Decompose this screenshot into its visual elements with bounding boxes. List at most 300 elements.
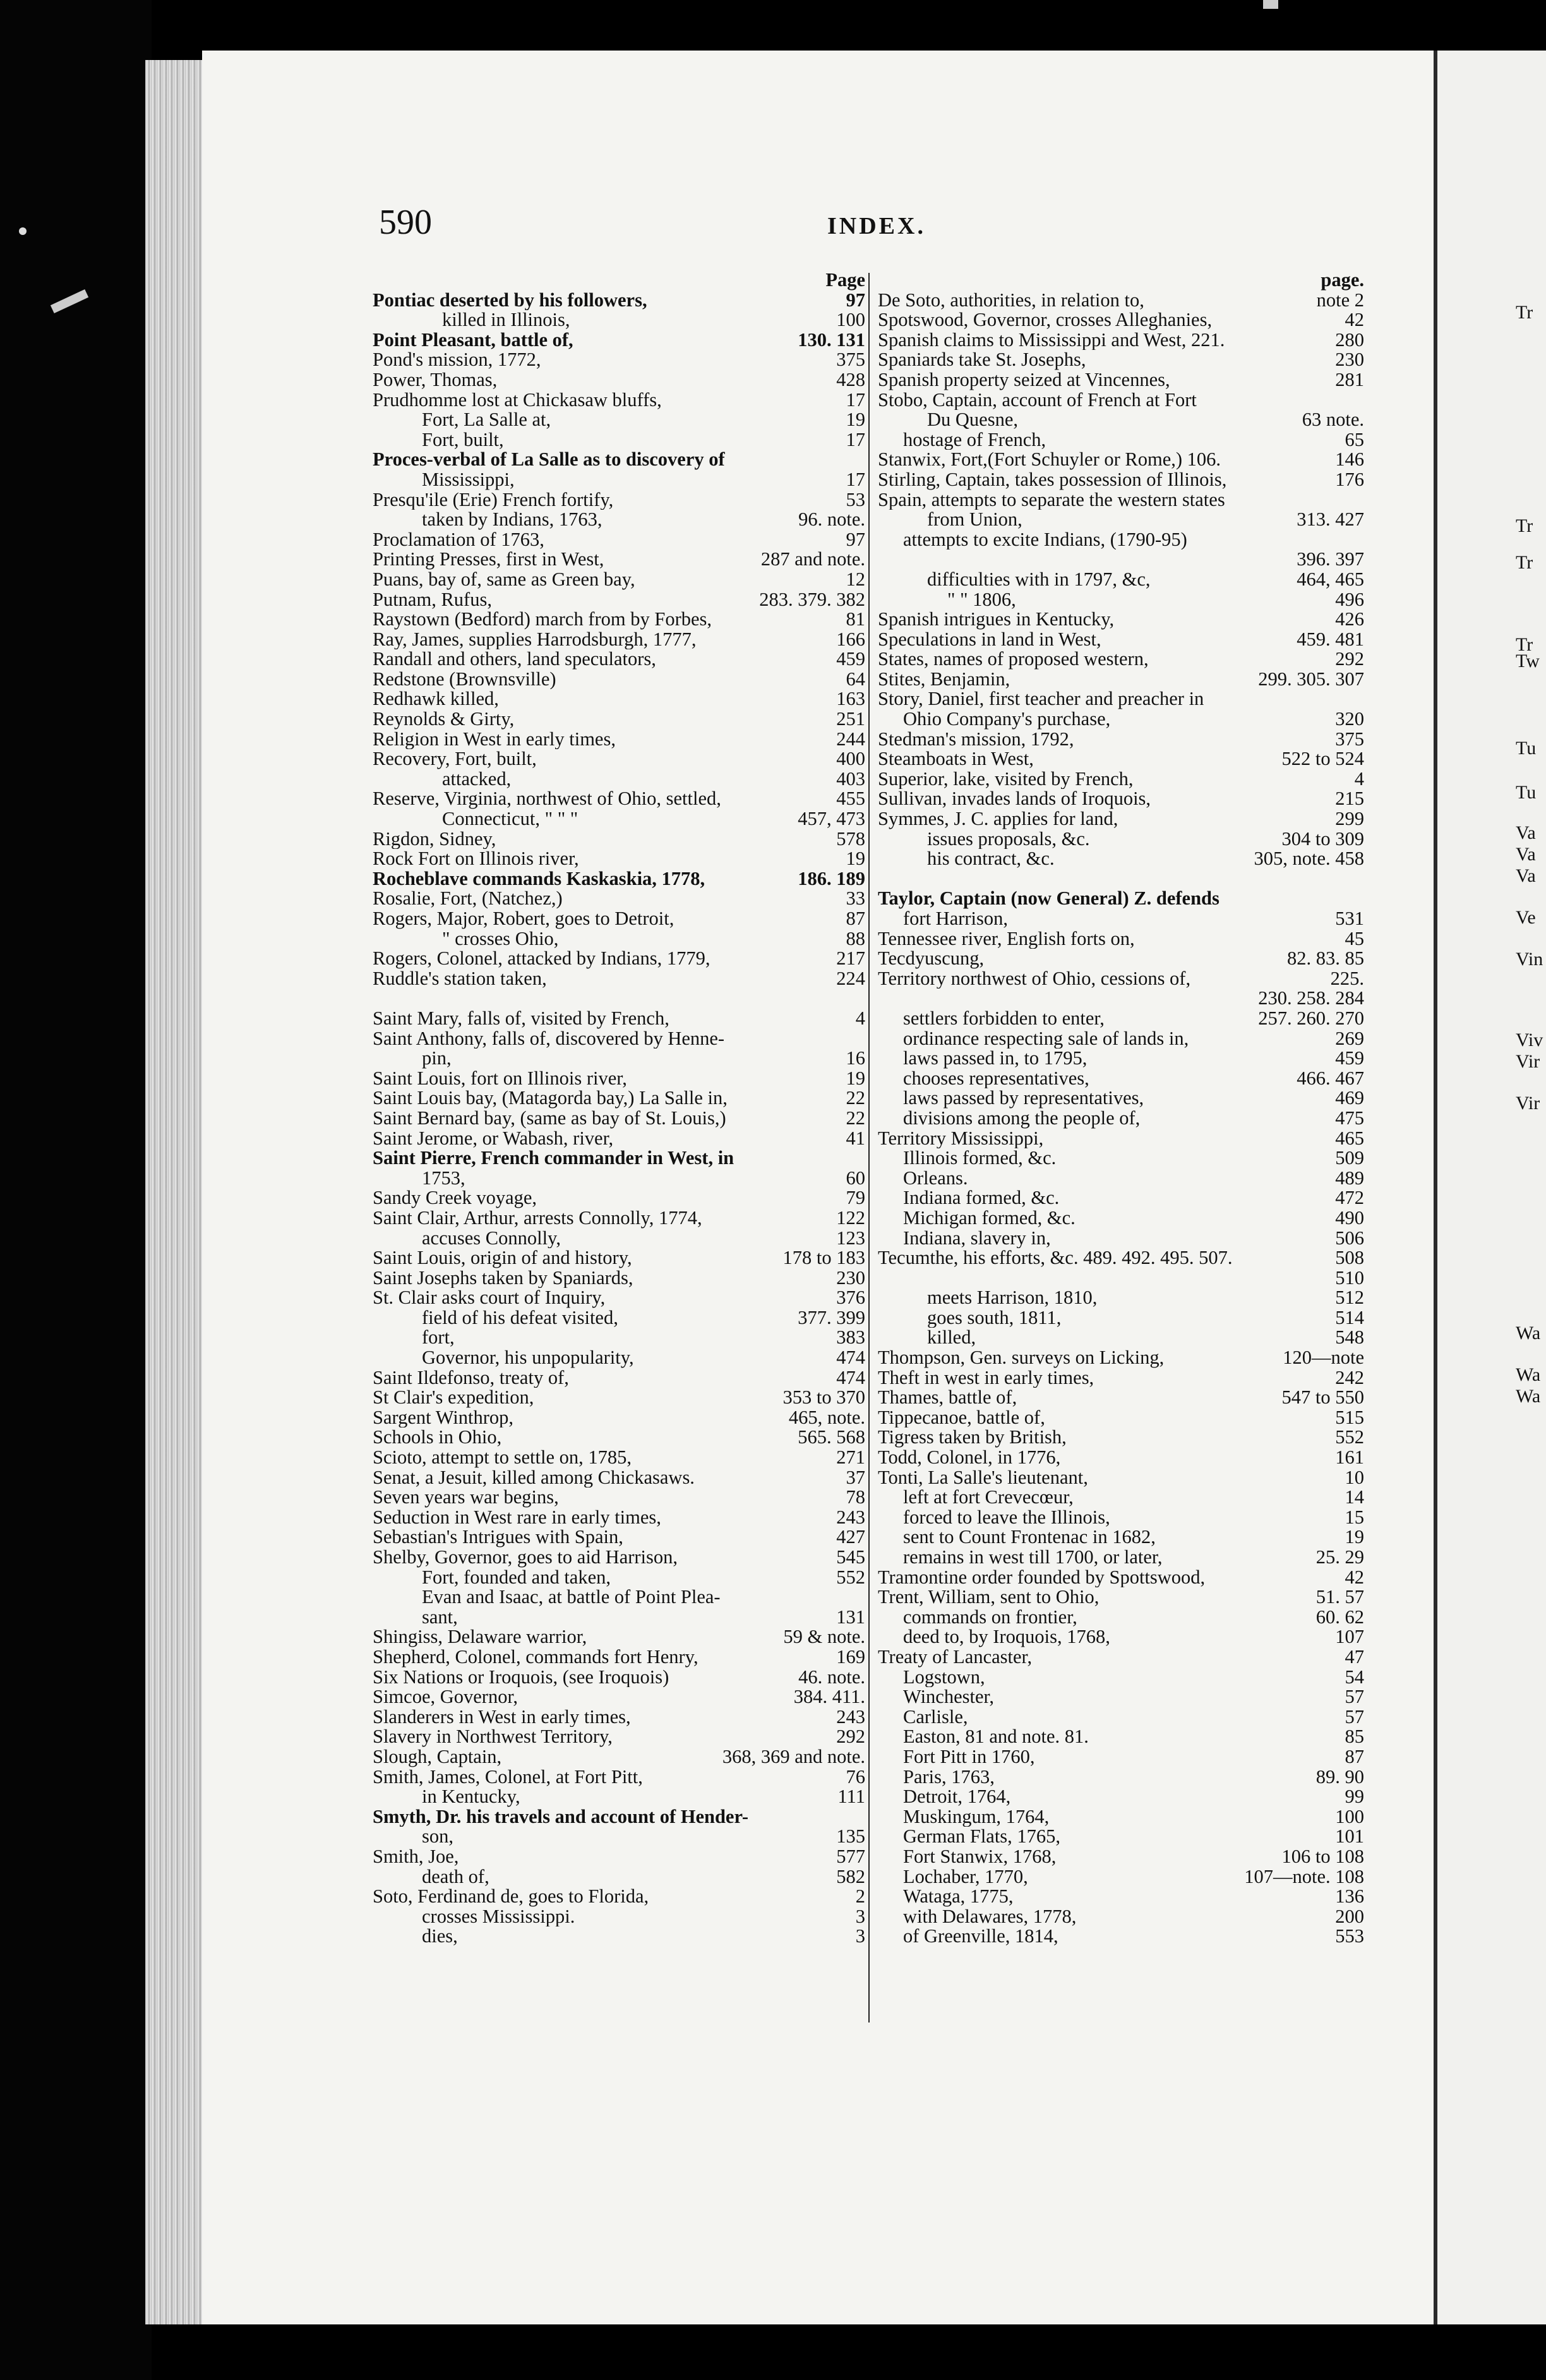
index-entry-text: Pond's mission, 1772, [373,350,541,370]
index-entry-text: Slough, Captain, [373,1746,502,1767]
index-entry-text: Connecticut, " " " [442,809,578,829]
index-entry-pages: 509 [1335,1148,1364,1169]
index-entry-text: Orleans. [903,1168,968,1189]
index-entry [878,470,1364,490]
index-entry-pages: 464, 465 [1297,569,1364,590]
index-entry [878,1707,1364,1728]
index-entry-text: Pontiac deserted by his followers, [373,290,647,311]
index-entry-text: Spain, attempts to separate the western states [878,490,1225,510]
index-entry-pages: 82. 83. 85 [1287,949,1364,969]
index-entry-text: Governor, his unpopularity, [422,1348,634,1368]
index-entry [373,570,865,590]
index-entry [878,1009,1364,1029]
index-entry [878,1448,1364,1468]
index-entry-pages: 428 [836,370,865,390]
facing-page-fragment: Va [1516,822,1536,843]
index-entry-text: Reynolds & Girty, [373,709,515,730]
index-entry [373,1229,865,1249]
index-entry-text: goes south, 1811, [927,1307,1062,1328]
index-entry [373,1148,865,1169]
index-entry [373,769,865,790]
index-entry-pages: 426 [1335,610,1364,630]
index-entry [373,1448,865,1468]
index-entry-pages: 251 [836,709,865,730]
index-entry-pages: 88 [846,929,865,949]
index-entry [878,1887,1364,1907]
index-entry-pages: 230. 258. 284 [1258,989,1364,1009]
index-entry-pages: 186. 189 [798,868,865,889]
index-entry-text: taken by Indians, 1763, [422,510,602,530]
index-entry-text: Printing Presses, first in West, [373,550,604,570]
index-entry-text: Rogers, Colonel, attacked by Indians, 1779, [373,949,710,969]
index-entry-pages: 427 [836,1527,865,1548]
column-divider [868,273,870,2022]
index-entry [878,1069,1364,1089]
index-entry-text: Spanish intrigues in Kentucky, [878,610,1115,630]
index-entry-pages: 99 [1345,1787,1364,1807]
index-entry-text: Rigdon, Sidney, [373,829,496,850]
index-entry-pages: 506 [1335,1228,1364,1249]
index-entry-pages: 12 [846,569,865,590]
scan-dust-mark [19,227,27,235]
index-entry-pages: 578 [836,829,865,850]
facing-page-fragment: Tr [1516,634,1533,655]
index-entry-pages: 377. 399 [798,1307,865,1328]
index-entry [373,450,865,470]
index-entry-text: Rocheblave commands Kaskaskia, 1778, [373,868,705,889]
index-entry-text: laws passed by representatives, [903,1088,1144,1109]
index-entry-text: Muskingum, 1764, [903,1806,1050,1827]
index-entry [878,430,1364,450]
index-entry [373,929,865,949]
index-entry [373,1827,865,1847]
facing-page-edge [1434,51,1546,2324]
index-entry-text: meets Harrison, 1810, [927,1288,1098,1308]
index-entry-pages: 490 [1335,1208,1364,1229]
facing-page-fragment: Tu [1516,738,1537,759]
index-entry [373,1328,865,1348]
facing-page-fragment: Va [1516,865,1536,886]
index-entry-pages: 135 [836,1827,865,1847]
index-entry-text: killed, [927,1328,976,1349]
index-entry-pages: 123 [836,1228,865,1249]
index-entry-pages: 19 [846,410,865,430]
index-entry [878,769,1364,790]
page-number: 590 [379,203,432,242]
index-entry [878,370,1364,390]
index-entry-text: Paris, 1763, [903,1767,995,1788]
index-entry-text: Raystown (Bedford) march from by Forbes, [373,610,712,630]
index-entry [373,670,865,690]
index-entry [373,1627,865,1647]
index-entry-text: Shepherd, Colonel, commands fort Henry, [373,1647,698,1668]
index-entry [878,1088,1364,1109]
index-entry-text: fort, [422,1328,455,1349]
index-entry-pages: 305, note. 458 [1254,849,1364,869]
index-entry [373,1707,865,1728]
index-entry-pages: 131 [836,1607,865,1628]
index-entry-text: Winchester, [903,1687,995,1707]
index-entry-pages: 47 [1345,1647,1364,1668]
index-entry-text: Lochaber, 1770, [903,1866,1028,1887]
index-entry-pages: 51. 57 [1315,1587,1364,1608]
index-entry-text: Saint Louis bay, (Matagorda bay,) La Salle in, [373,1088,728,1109]
index-entry-pages: 459 [1335,1049,1364,1069]
index-entry [878,1807,1364,1827]
index-entry-pages: 42 [1345,310,1364,330]
index-entry-pages: 37 [846,1467,865,1488]
index-entry [878,1308,1364,1328]
index-entry-pages: note 2 [1316,290,1364,311]
index-entry-pages: 299 [1335,809,1364,829]
index-entry-pages: 457, 473 [798,809,865,829]
index-entry-pages: 400 [836,749,865,769]
index-entry-text: Presqu'ile (Erie) French fortify, [373,490,614,510]
index-entry [878,1328,1364,1348]
index-entry [373,370,865,390]
index-entry [373,709,865,730]
index-entry [878,1548,1364,1568]
index-entry [878,1568,1364,1588]
index-entry-text: field of his defeat visited, [422,1307,618,1328]
index-entry-pages: 215 [1335,789,1364,810]
index-entry-text: Taylor, Captain (now General) Z. defends [878,889,1219,909]
index-entry-text: Saint Mary, falls of, visited by French, [373,1008,669,1029]
index-entry-pages: 281 [1335,370,1364,390]
index-entry-pages: 87 [1345,1746,1364,1767]
index-entry [373,1587,865,1608]
index-entry [373,590,865,610]
index-entry [373,310,865,330]
index-entry-pages: 57 [1345,1687,1364,1707]
index-entry-pages: 81 [846,610,865,630]
index-entry [373,1647,865,1668]
index-entry-pages: 100 [1335,1806,1364,1827]
index-entry [373,809,865,829]
index-entry-pages: 14 [1345,1488,1364,1508]
index-entry-text: issues proposals, &c. [927,829,1090,850]
index-entry-pages: 243 [836,1507,865,1528]
index-entry-text: Sebastian's Intrigues with Spain, [373,1527,623,1548]
index-entry-pages: 508 [1335,1248,1364,1268]
index-entry-text: Saint Clair, Arthur, arrests Connolly, 1774, [373,1208,702,1229]
facing-page-fragment: Ve [1516,907,1536,928]
index-entry-pages: 106 to 108 [1281,1846,1364,1867]
index-entry-pages: 122 [836,1208,865,1229]
index-entry [373,410,865,430]
index-entry [373,1109,865,1129]
index-entry-text: Tonti, La Salle's lieutenant, [878,1467,1088,1488]
index-entry-pages: 496 [1335,589,1364,610]
index-entry [373,1807,865,1827]
index-entry [878,989,1364,1009]
index-entry-text: Puans, bay of, same as Green bay, [373,569,635,590]
index-entry-text: Michigan formed, &c. [903,1208,1076,1229]
index-entry [878,689,1364,709]
index-entry-pages: 547 to 550 [1281,1388,1364,1408]
index-entry-pages: 100 [836,310,865,330]
index-entry [878,730,1364,750]
index-entry [373,1169,865,1189]
facing-page-fragment: Vin [1516,949,1543,970]
index-entry-text: Mississippi, [422,469,515,490]
index-entry-pages: 16 [846,1049,865,1069]
index-entry-text: Du Quesne, [927,410,1018,430]
index-entry [878,1827,1364,1847]
index-entry-text: Tennessee river, English forts on, [878,929,1135,949]
index-entry-text: Indiana formed, &c. [903,1188,1060,1208]
index-entry-pages: 475 [1335,1108,1364,1129]
index-entry-text: Stanwix, Fort,(Fort Schuyler or Rome,) 106. [878,450,1221,470]
index-entry-pages: 64 [846,669,865,690]
index-entry-text: St. Clair asks court of Inquiry, [373,1288,606,1308]
index-entry-pages: 46. note. [798,1667,865,1688]
index-entry-pages: 287 and note. [760,550,865,570]
index-entry-pages: 76 [846,1767,865,1788]
index-entry-pages: 383 [836,1328,865,1349]
index-entry-text: Indiana, slavery in, [903,1228,1051,1249]
index-entry [373,1907,865,1927]
index-entry-text: Scioto, attempt to settle on, 1785, [373,1448,632,1468]
index-entry-text: Story, Daniel, first teacher and preacher in [878,689,1204,710]
index-entry-pages: 120—note [1283,1348,1364,1368]
index-entry-pages: 465 [1335,1128,1364,1149]
index-entry-pages: 455 [836,789,865,810]
index-entry-text: Carlisle, [903,1707,968,1728]
index-entry-pages: 136 [1335,1887,1364,1907]
index-entry-text: Smith, James, Colonel, at Fort Pitt, [373,1767,643,1788]
index-entry-pages: 552 [1335,1427,1364,1448]
index-entry-pages: 19 [1345,1527,1364,1548]
index-entry [878,869,1364,889]
index-entry-pages: 280 [1335,330,1364,351]
index-entry-text: Thompson, Gen. surveys on Licking, [878,1348,1165,1368]
index-entry-text: hostage of French, [903,430,1046,450]
index-entry-pages: 299. 305. 307 [1258,669,1364,690]
index-entry [878,1229,1364,1249]
index-entry [878,1847,1364,1867]
index-entry-pages: 178 to 183 [782,1248,865,1268]
index-entry-text: Rogers, Major, Robert, goes to Detroit, [373,909,674,929]
index-entry-text: Stites, Benjamin, [878,669,1010,690]
index-entry-pages: 161 [1335,1448,1364,1468]
index-entry [878,1248,1364,1268]
index-entry [878,1627,1364,1647]
index-entry-text: Religion in West in early times, [373,729,616,750]
index-entry-pages: 384. 411. [793,1687,865,1707]
index-entry [373,1926,865,1947]
index-entry-text: sent to Count Frontenac in 1682, [903,1527,1156,1548]
index-entry [878,490,1364,510]
index-entry-pages: 396. 397 [1297,550,1364,570]
index-entry [373,949,865,969]
index-entry-pages: 54 [1345,1667,1364,1688]
index-entry [373,291,865,311]
index-entry-pages: 225. [1330,968,1364,989]
facing-page-fragment: Vir [1516,1051,1540,1072]
index-entry-text: Fort Stanwix, 1768, [903,1846,1057,1867]
index-entry [373,989,865,1009]
index-entry-text: Evan and Isaac, at battle of Point Plea- [422,1587,721,1608]
index-column-right [878,270,1364,1947]
index-entry-pages: 459. 481 [1297,629,1364,650]
index-entry [878,1727,1364,1747]
index-entry [878,649,1364,670]
index-entry [878,1587,1364,1608]
index-entry [878,1647,1364,1668]
index-entry [373,1348,865,1368]
index-entry-text: Putnam, Rufus, [373,589,492,610]
index-entry-text: from Union, [927,510,1022,530]
index-entry-text: Tecumthe, his efforts, &c. 489. 492. 495. 507. [878,1248,1233,1268]
index-entry-text: Seduction in West rare in early times, [373,1507,661,1528]
index-entry-pages: 474 [836,1348,865,1368]
index-entry [878,909,1364,929]
index-entry-pages: 466. 467 [1297,1068,1364,1089]
index-entry [373,1248,865,1268]
index-entry [373,1388,865,1408]
index-entry-text: Ray, James, supplies Harrodsburgh, 1777, [373,629,697,650]
index-entry-text: Sullivan, invades lands of Iroquois, [878,789,1151,810]
index-entry [373,1687,865,1707]
index-entry-text: Shingiss, Delaware warrior, [373,1627,587,1647]
scanner-frame-left [0,0,152,2380]
index-entry-pages: 79 [846,1188,865,1208]
index-entry-pages: 353 to 370 [782,1388,865,1408]
index-entry-pages: 166 [836,629,865,650]
index-entry [373,649,865,670]
index-entry-text: Detroit, 1764, [903,1787,1011,1807]
index-entry-pages: 17 [846,469,865,490]
index-entry-pages: 45 [1345,929,1364,949]
index-entry [878,949,1364,969]
index-entry [373,1468,865,1488]
page-title: INDEX. [827,213,926,239]
index-entry [373,829,865,850]
index-entry-text: Sargent Winthrop, [373,1407,513,1428]
index-entry-text: deed to, by Iroquois, 1768, [903,1627,1110,1647]
index-entry-pages: 472 [1335,1188,1364,1208]
index-entry-text: Saint Josephs taken by Spaniards, [373,1268,633,1289]
index-entry-pages: 85 [1345,1727,1364,1747]
index-entry-text: in Kentucky, [422,1787,520,1807]
index-entry-text: Stedman's mission, 1792, [878,729,1074,750]
index-entry [373,1368,865,1388]
index-entry-pages: 33 [846,889,865,909]
index-entry-text: Speculations in land in West, [878,629,1101,650]
index-entry-pages: 3 [855,1926,865,1947]
index-entry [878,590,1364,610]
index-entry-text: Saint Pierre, French commander in West, in [373,1148,734,1169]
index-entry-text: accuses Connolly, [422,1228,561,1249]
index-entry-pages: 510 [1335,1268,1364,1289]
index-entry [878,610,1364,630]
index-entry [878,1029,1364,1049]
index-entry-pages: page. [1321,270,1364,291]
index-entry-pages: 224 [836,968,865,989]
index-entry-text: Ohio Company's purchase, [903,709,1111,730]
index-entry [878,550,1364,570]
index-entry [878,310,1364,330]
index-entry-text: Saint Louis, fort on Illinois river, [373,1068,627,1089]
index-entry-pages: 313. 427 [1297,510,1364,530]
index-entry [878,1787,1364,1807]
index-entry-pages: 41 [846,1128,865,1149]
index-entry-text: Spanish property seized at Vincennes, [878,370,1170,390]
index-entry-text: Tramontine order founded by Spottswood, [878,1567,1206,1588]
index-entry-text: son, [422,1827,453,1847]
index-entry-text: Saint Ildefonso, treaty of, [373,1367,569,1388]
index-entry-pages: 230 [1335,350,1364,370]
index-entry-pages: 96. note. [798,510,865,530]
index-entry-pages: 111 [837,1787,865,1807]
index-entry [878,670,1364,690]
index-entry-text: crosses Mississippi. [422,1906,575,1927]
index-entry-text: his contract, &c. [927,849,1055,869]
index-entry-text: killed in Illinois, [442,310,570,330]
index-entry-text: Senat, a Jesuit, killed among Chickasaws. [373,1467,695,1488]
index-entry-text: Territory Mississippi, [878,1128,1044,1149]
index-entry [878,1867,1364,1887]
index-entry [373,490,865,510]
index-entry-pages: 10 [1345,1467,1364,1488]
index-entry [878,849,1364,869]
index-entry-text: Fort, La Salle at, [422,410,551,430]
index-entry-text: Smyth, Dr. his travels and account of Hender- [373,1806,749,1827]
index-entry-pages: 22 [846,1108,865,1129]
index-entry-pages: 304 to 309 [1281,829,1364,850]
index-entry [373,969,865,989]
index-entry-text: Proces-verbal of La Salle as to discovery of [373,450,725,470]
index-entry [373,1088,865,1109]
index-entry-text: 1753, [422,1168,465,1189]
index-entry-text: Rock Fort on Illinois river, [373,849,579,869]
index-entry [373,1767,865,1788]
index-entry-pages: 582 [836,1866,865,1887]
index-entry [373,1787,865,1807]
index-entry [878,889,1364,909]
index-entry [878,809,1364,829]
index-entry [373,350,865,370]
index-entry-text: Proclamation of 1763, [373,529,544,550]
index-entry [373,1747,865,1767]
index-entry-text: Saint Louis, origin of and history, [373,1248,632,1268]
index-entry-text: Redstone (Brownsville) [373,669,556,690]
index-entry-pages: 531 [1335,909,1364,929]
index-entry-pages: 17 [846,390,865,411]
index-entry [878,1109,1364,1129]
index-entry-pages: 368, 369 and note. [722,1746,865,1767]
index-entry [878,291,1364,311]
index-entry-text: Territory northwest of Ohio, cessions of, [878,968,1191,989]
index-entry [373,430,865,450]
index-entry [373,1408,865,1428]
index-entry-pages: 101 [1335,1827,1364,1847]
index-entry [878,1508,1364,1528]
index-entry-text: Thames, battle of, [878,1388,1017,1408]
index-entry-text: Redhawk killed, [373,689,499,710]
index-entry-text: Saint Jerome, or Wabash, river, [373,1128,614,1149]
index-entry-pages: 474 [836,1367,865,1388]
index-entry-pages: 17 [846,430,865,450]
facing-page-fragment: Tr [1516,515,1533,536]
index-entry-text: Theft in west in early times, [878,1367,1094,1388]
index-entry [373,689,865,709]
index-entry-pages: 375 [836,350,865,370]
index-entry-text: Slanderers in West in early times, [373,1707,631,1728]
index-entry-pages: 19 [846,849,865,869]
index-entry-pages: 292 [836,1727,865,1747]
